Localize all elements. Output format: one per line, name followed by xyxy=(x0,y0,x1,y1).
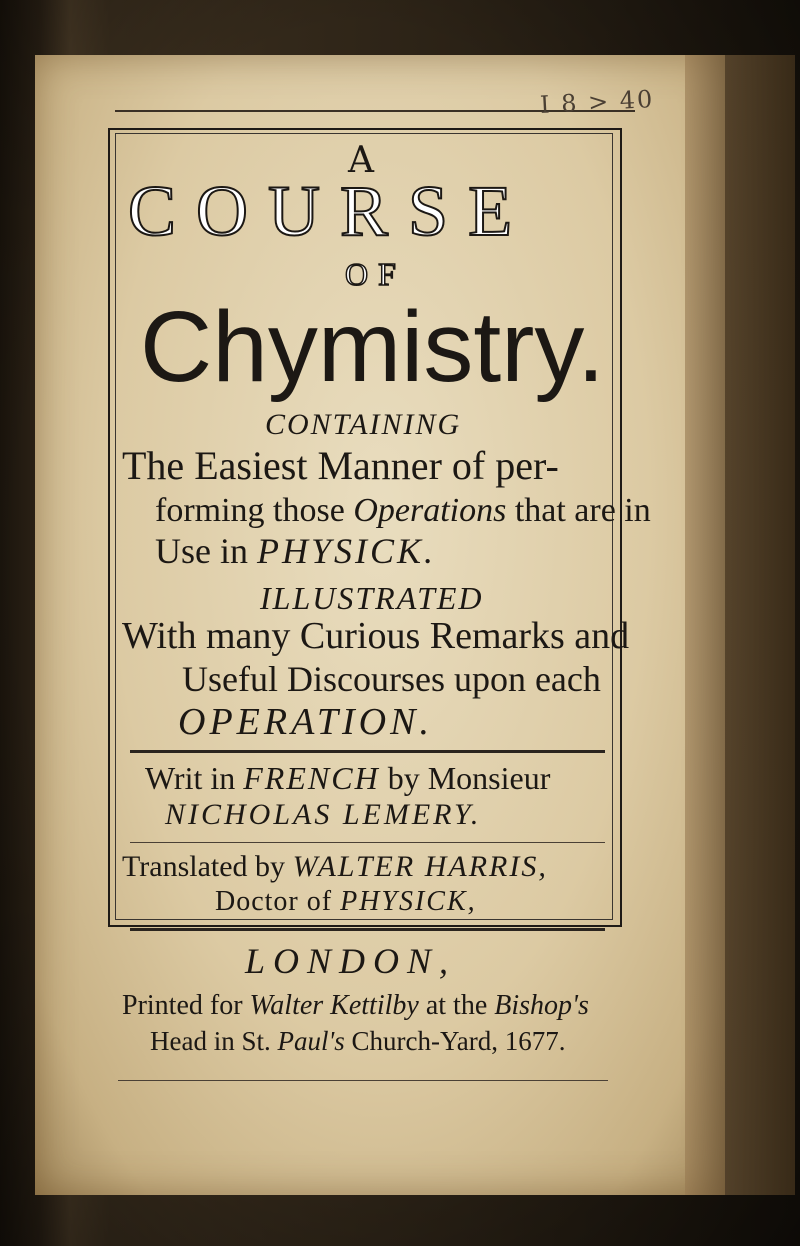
divider-1 xyxy=(130,750,605,753)
bottom-rule xyxy=(118,1080,608,1081)
title-subject: Chymistry. xyxy=(140,291,605,403)
translator-line-1 xyxy=(122,850,548,884)
translator-line-2 xyxy=(215,886,477,918)
subtitle-line-2c: that are in xyxy=(506,492,651,529)
subtitle-line-3b: PHYSICK. xyxy=(257,531,437,571)
imprint-line-1c: at the xyxy=(418,990,495,1021)
imprint-line-1 xyxy=(122,990,589,1022)
imprint-line-2c: Church-Yard, 1677. xyxy=(344,1026,566,1056)
translator-line-1b: WALTER HARRIS, xyxy=(292,850,548,883)
title-article: A xyxy=(348,140,374,181)
subtitle-line-2 xyxy=(155,492,651,530)
imprint-line-1d: Bishop's xyxy=(494,990,589,1021)
author-name: NICHOLAS LEMERY. xyxy=(165,798,482,831)
title-main: COURSE xyxy=(128,171,533,251)
subtitle-line-2a: forming those xyxy=(155,492,354,529)
operation: OPERATION. xyxy=(178,701,433,743)
divider-3 xyxy=(130,928,605,931)
author-line-1a: Writ in xyxy=(145,760,244,796)
imprint-line-2a: Head in St. xyxy=(150,1026,278,1056)
translator-line-2b: PHYSICK, xyxy=(340,886,477,917)
translator-line-1a: Translated by xyxy=(122,850,293,883)
author-line-1 xyxy=(145,760,550,797)
imprint-line-1b: Walter Kettilby xyxy=(249,990,419,1021)
imprint-line-2b: Paul's xyxy=(277,1026,345,1056)
imprint-place: LONDON, xyxy=(245,941,457,981)
imprint-line-1a: Printed for xyxy=(122,990,250,1021)
divider-2 xyxy=(130,842,605,843)
subtitle-line-1: The Easiest Manner of per- xyxy=(122,443,559,488)
subtitle-line-5: Useful Discourses upon each xyxy=(182,659,601,699)
subtitle-line-3a: Use in xyxy=(155,531,257,571)
translator-line-2a: Doctor of xyxy=(215,886,341,917)
subtitle-line-2b: Operations xyxy=(353,492,507,529)
subtitle-line-3 xyxy=(155,530,436,572)
imprint-line-2 xyxy=(150,1026,566,1057)
page-mark: I 8 > 40 xyxy=(539,85,655,119)
subtitle-line-4: With many Curious Remarks and xyxy=(122,615,630,657)
title-of: OF xyxy=(345,256,406,292)
author-line-1b: FRENCH xyxy=(243,760,380,796)
author-line-1c: by Monsieur xyxy=(379,760,551,796)
illustrated: ILLUSTRATED xyxy=(260,580,484,616)
containing: CONTAINING xyxy=(265,408,462,441)
